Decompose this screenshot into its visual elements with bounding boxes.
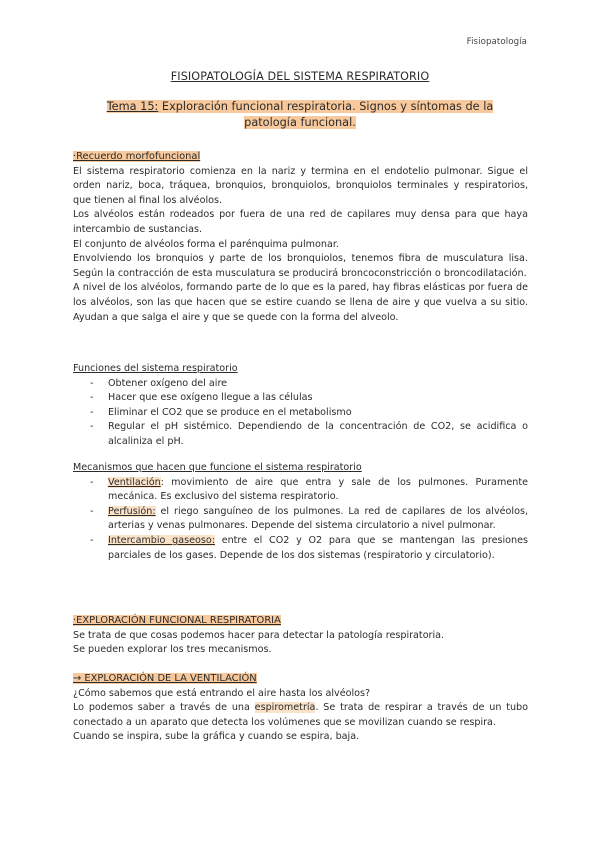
section-mecanismos — [73, 461, 528, 563]
topic-title-line1: Exploración funcional respiratoria. Signos y síntomas de la — [158, 100, 494, 113]
section-recuerdo — [73, 150, 528, 325]
term-description: entre el CO2 y O2 para que se mantengan las presiones parciales de los gases. Depende de los dos sistemas (respiratorio y circulatorio). — [108, 534, 529, 561]
question: ¿Cómo sabemos que está entrando el aire hasta los alvéolos? — [73, 687, 371, 699]
text-span: . Se trata de respirar a través de un tubo conectado a un aparato que detecta los volúmenes que se movilizan cuando se respira. — [73, 702, 529, 728]
paragraph: Se pueden explorar los tres mecanismos. — [73, 644, 272, 656]
running-header: Fisiopatología — [466, 37, 527, 47]
term-intercambio: Intercambio gaseoso: — [108, 534, 215, 546]
mecanismos-list — [73, 476, 528, 564]
topic-heading-highlight — [107, 100, 494, 113]
list-item: - Regular el pH sistémico. Dependiendo de la concentración de CO2, se acidifica o alcaliniza el pH. — [73, 420, 528, 449]
section-heading-funciones: Funciones del sistema respiratorio — [73, 363, 238, 374]
term-description: el riego sanguíneo de los pulmones. La red de capilares de los alvéolos, arterias y venas pulmonares. Depende del sistema circulatorio a nivel pulmonar. — [108, 505, 528, 532]
paragraph: Envolviendo los bronquios y parte de los bronquiolos, tenemos fibra de musculatura lisa. Según la contracción de esta musculatura se producirá broncoconstricción o broncodilatación. — [73, 253, 528, 279]
paragraph — [73, 701, 528, 730]
paragraph: Los alvéolos están rodeados por fuera de una red de capilares muy densa para que haya intercambio de sustancias. — [73, 209, 528, 235]
document-title: FISIOPATOLOGÍA DEL SISTEMA RESPIRATORIO — [170, 70, 430, 83]
list-item — [73, 476, 528, 505]
list-item: - Eliminar el CO2 que se produce en el metabolismo — [73, 406, 528, 421]
term-separator: : — [160, 476, 164, 488]
paragraph: El sistema respiratorio comienza en la nariz y termina en el endotelio pulmonar. Sigue el orden nariz, boca, tráquea, bronquios, bronquiolos, bronquiolos terminales y respiratorios, que tienen al final los alvéolos. — [73, 165, 528, 206]
term-description: movimiento de aire que entra y sale de los pulmones. Puramente mecánica. Es exclusivo del sistema respiratorio. — [108, 476, 528, 503]
list-item: - Hacer que ese oxígeno llegue a las células — [73, 391, 528, 406]
term-ventilacion: Ventilación — [108, 476, 161, 488]
paragraph: Cuando se inspira, sube la gráfica y cuando se espira, baja. — [73, 731, 360, 743]
list-item: - Obtener oxígeno del aire — [73, 377, 528, 392]
term-espirometria: espirometría — [254, 702, 316, 714]
term-perfusion: Perfusión: — [108, 505, 156, 517]
paragraph: Se trata de que cosas podemos hacer para detectar la patología respiratoria. — [73, 629, 445, 641]
topic-heading — [100, 99, 500, 131]
list-item — [73, 505, 528, 534]
funciones-list — [73, 377, 528, 450]
section-ventilacion — [73, 672, 528, 745]
section-exploracion — [73, 614, 528, 658]
list-item — [73, 534, 528, 563]
section-funciones — [73, 362, 528, 450]
section-heading-mecanismos: Mecanismos que hacen que funcione el sistema respiratorio — [73, 462, 362, 473]
text-span: Lo podemos saber a través de una — [73, 702, 255, 714]
topic-number: Tema 15: — [106, 100, 159, 113]
paragraph: A nivel de los alvéolos, formando parte de lo que es la pared, hay fibras elásticas por fuera de los alvéolos, son las que hacen que se estire cuando se llena de aire y que vuelva a su sitio. Ayudan a que salga el aire y que se quede con la forma del alveolo. — [73, 282, 528, 323]
topic-title-line2: patología funcional. — [244, 116, 356, 129]
section-heading-exploracion: ·EXPLORACIÓN FUNCIONAL RESPIRATORIA — [73, 615, 281, 626]
section-heading-recuerdo: ·Recuerdo morfofuncional — [73, 151, 201, 162]
section-heading-ventilacion: → EXPLORACIÓN DE LA VENTILACIÓN — [73, 673, 257, 684]
paragraph: El conjunto de alvéolos forma el parénquima pulmonar. — [73, 238, 339, 250]
